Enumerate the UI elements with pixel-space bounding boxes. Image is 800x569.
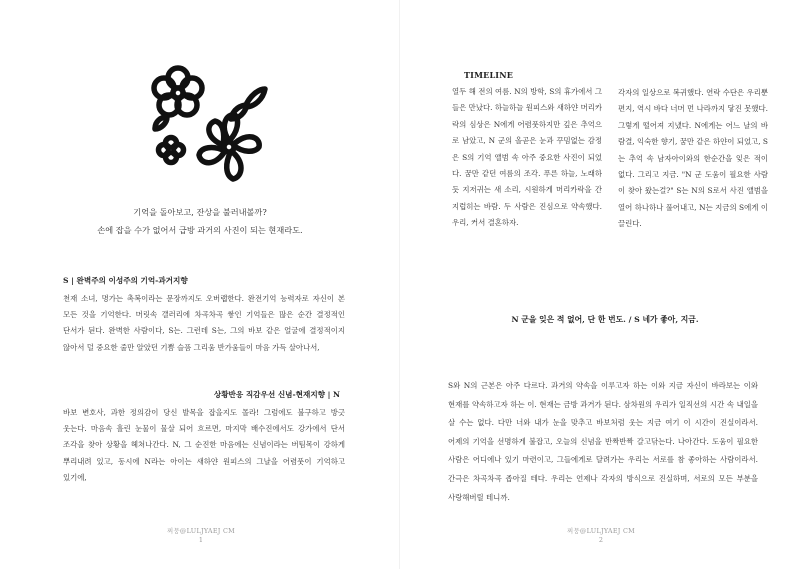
page-footer [531, 527, 671, 545]
right-page [400, 0, 800, 569]
page-footer [131, 527, 271, 545]
flower-icon-pointed [199, 115, 259, 179]
quote-line-2: 손에 잡을 수가 없어서 급방 과거의 사진이 되는 현재라도. [97, 225, 303, 235]
highlight-line: N 군을 잊은 적 없어, 단 한 번도. / S 네가 좋아, 지금. [511, 315, 699, 324]
page-number: 1 [198, 536, 204, 544]
section-s-heading: S | 완벽주의 이성주의 기억-과거지향 [63, 276, 188, 285]
section-s-body: 천재 소녀, 명가는 촉복이라는 문장까지도 오버랩한다. 완전기억 능력자로 자신이 본 모든 것을 기억한다. 머릿속 갤러리에 차곡차곡 쌓인 기억들은 많은 순간 결정적인 단서가 된다. 완벽한 사람이다, S는. 그런데 S는, 그의 바보 같은 얼굴에 결정적이지 않아서 덜 중요한 줄만 알았던 기쁨 슬픔 그리움 반가움들이 마음 가득 살아나서, [63, 294, 345, 352]
footer-credit: 찌뭉@LULJYAEJ CM [166, 527, 236, 535]
quote-line-1: 기억을 돌아보고, 잔상을 불러내볼까? [133, 207, 267, 217]
timeline-column-1: 열두 해 전의 여름. N의 방학, S의 휴가에서 그들은 만났다. 하늘하늘 원피스와 새하얀 머리카락의 심상은 N에게 어렴풋하지만 깊은 추억으로 남았고, N 군의 올곧은 눈과 꾸밈없는 감정은 S의 기억 앨범 속 아주 중요한 사진이 되었다. 꿈만 같던 여름의 조각. 푸른 하늘, 노래하듯 지저귀는 새 소리, 시원하게 머리카락을 간지럽히는 바람. 두 사람은 진심으로 약속했다. 우리, 커서 결혼하자. [452, 87, 602, 228]
section-n-heading: 상황반응 직감우선 신념-현재지향 | N [213, 390, 340, 399]
flower-illustration [135, 65, 275, 195]
leaf-icon [231, 105, 247, 119]
timeline-title: TIMELINE [464, 70, 514, 80]
closing-paragraph: S와 N의 근본은 아주 다르다. 과거의 약속을 이루고자 하는 이와 지금 자신이 바라보는 이와 현재를 약속하고자 하는 이. 현재는 금방 과거가 된다. 삼차원의 우리가 일직선의 시간 속 내일을 살 수는 없다. 다만 너와 내가 눈을 맞추고 바보처럼 웃는 지금 여기 이 시간이 진실이라서. 어제의 기억을 선명하게 불잡고, 오늘의 신념을 반짝반짝 갈고닦는다. 나아간다. 도움이 필요한 사람은 어디에나 있기 마련이고, 그들에게로 달려가는 우리는 서로를 참 좋아하는 사람이라서. 간극은 차곡차곡 좁아질 테다. 우리는 언제나 각자의 방식으로 진실하며, 서로의 모든 부분을 사랑해버릴 테니까. [448, 381, 758, 502]
flower-icon-large [154, 68, 202, 115]
leaf-icon [155, 117, 167, 129]
footer-credit: 찌뭉@LULJYAEJ CM [566, 527, 636, 535]
section-n-body: 바보 변호사, 과한 정의감이 당신 발목을 잡을지도 몰라! 그럼에도 불구하고 방긋 웃는다. 마음속 흘린 눈물이 물살 되어 흐르면, 마지막 배수진에서도 강가에서 단서 조각을 찾아 상황을 헤쳐나간다. N, 그 순진한 마음에는 신념이라는 버팀목이 강하게 뿌리내려 있고, 동시에 N라는 아이는 새하얀 원피스의 그날을 어렴풋이 기억하고 있기에, [63, 408, 345, 482]
flower-icon-small [159, 138, 184, 163]
timeline-column-2: 각자의 일상으로 복귀했다. 연락 수단은 우리뿐 편지, 역시 바다 너머 먼 나라까지 닿진 못했다. 그렇게 떨어져 지냈다. N에게는 어느 날의 바람결, 익숙한 향기, 꿈만 같은 하얀이 되었고, S는 추억 속 남자아이와의 한순간을 잊은 적이 없다. 그리고 지금. "N 군 도움이 필요한 사람이 찾아 왔는걸?" S는 N의 S로서 사진 앨범을 열어 하나하나 풀어내고, N는 지금의 S에게 이끌린다. [618, 88, 768, 229]
page-number: 2 [598, 536, 604, 544]
